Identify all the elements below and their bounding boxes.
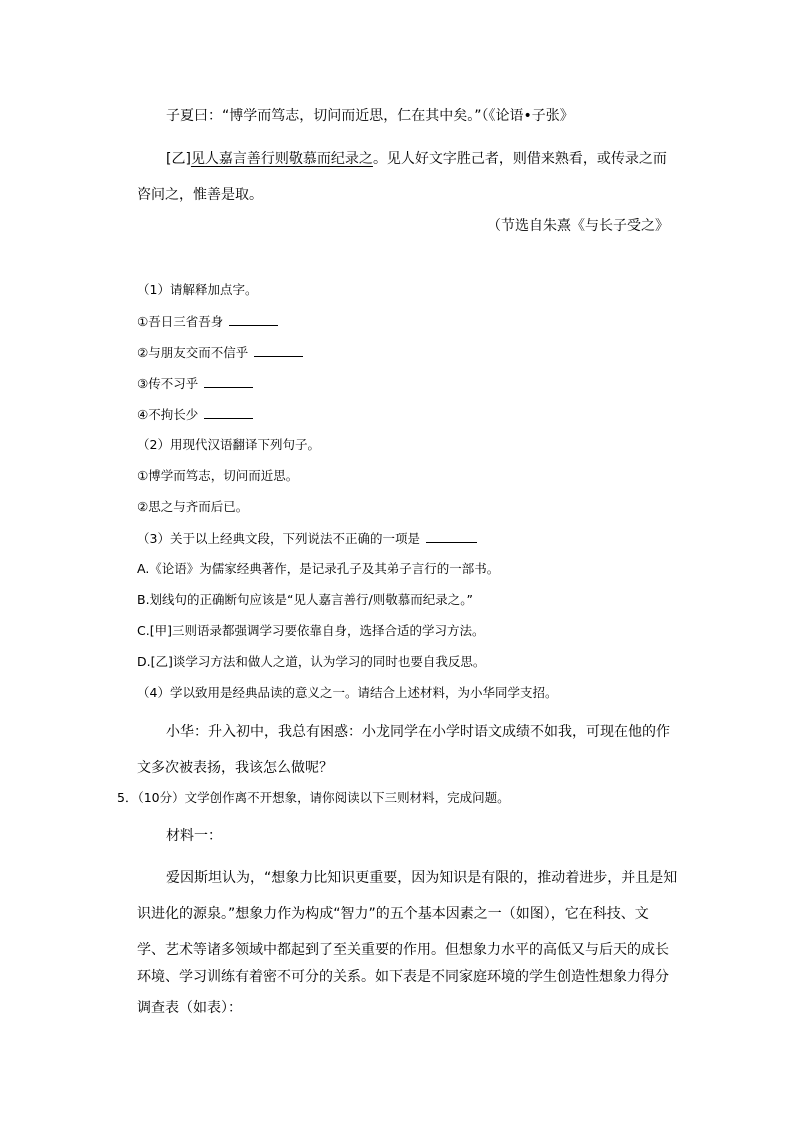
q1-item-2-text: ②与朋友交而不信乎 — [137, 345, 249, 360]
q3-option-a: A.《论语》为儒家经典著作，是记录孔子及其弟子言行的一部书。 — [137, 561, 500, 576]
answer-blank[interactable] — [229, 311, 278, 326]
q1-item-3-text: ③传不习乎 — [137, 376, 199, 391]
question-1-prompt: （1）请解释加点字。 — [137, 282, 258, 297]
underlined-sentence: 见人嘉言善行则敬慕而纪录之 — [190, 151, 373, 167]
zixia-quote: 子夏曰：“博学而笃志，切问而近思，仁在其中矣。”（《论语•子张》 — [166, 108, 574, 124]
q1-item-1-text: ①吾日三省吾身 — [137, 314, 224, 329]
q1-item-3 — [137, 373, 253, 394]
answer-blank[interactable] — [204, 373, 253, 388]
answer-blank[interactable] — [254, 342, 303, 357]
question-4-prompt: （4）学以致用是经典品读的意义之一。请结合上述材料，为小华同学支招。 — [137, 685, 558, 700]
material-1-para-line-2: 识进化的源泉。”想象力作为构成“智力”的五个基本因素之一（如图），它在科技、文 — [137, 906, 649, 922]
xiaohua-line-1: 小华：升入初中，我总有困惑：小龙同学在小学时语文成绩不如我，可现在他的作 — [166, 724, 670, 740]
q1-item-4-text: ④不拘长少 — [137, 407, 199, 422]
yi-marker: [乙] — [166, 151, 191, 167]
yi-paragraph-line1 — [166, 149, 667, 169]
q1-item-4 — [137, 404, 253, 425]
answer-blank[interactable] — [426, 528, 477, 543]
material-1-para-line-1: 爱因斯坦认为，“想象力比知识更重要，因为知识是有限的，推动着进步，并且是知 — [166, 870, 678, 886]
answer-blank[interactable] — [204, 404, 253, 419]
question-3-prompt — [137, 528, 477, 549]
q1-item-2 — [137, 342, 303, 363]
q2-item-1: ①博学而笃志，切问而近思。 — [137, 468, 299, 483]
q3-option-b: B.划线句的正确断句应该是“见人嘉言善行/则敬慕而纪录之。” — [137, 592, 473, 607]
question-2-prompt: （2）用现代汉语翻译下列句子。 — [137, 437, 320, 452]
xiaohua-line-2: 文多次被表扬，我该怎么做呢？ — [137, 760, 333, 776]
question-5-header: 5．（10分）文学创作离不开想象，请你阅读以下三则材料，完成问题。 — [117, 790, 510, 805]
q3-option-c: C.[甲]三则语录都强调学习要依靠自身，选择合适的学习方法。 — [137, 623, 485, 638]
q3-prompt-text: （3）关于以上经典文段，下列说法不正确的一项是 — [137, 531, 420, 546]
q3-option-d: D.[乙]谈学习方法和做人之道，认为学习的同时也要自我反思。 — [137, 654, 486, 669]
source-citation: （节选自朱熹《与长子受之》 — [487, 218, 669, 234]
material-1-label: 材料一： — [166, 828, 222, 844]
q2-item-2: ②思之与齐而后已。 — [137, 499, 249, 514]
material-1-para-line-5: 调查表（如表）： — [137, 1000, 242, 1016]
yi-rest: 。见人好文字胜己者，则借来熟看，或传录之而 — [372, 151, 667, 167]
material-1-para-line-4: 环境、学习训练有着密不可分的关系。如下表是不同家庭环境的学生创造性想象力得分 — [137, 969, 669, 985]
q1-item-1 — [137, 311, 278, 332]
yi-paragraph-line2: 咨问之，惟善是取。 — [137, 187, 263, 203]
material-1-para-line-3: 学、艺术等诸多领域中都起到了至关重要的作用。但想象力水平的高低又与后天的成长 — [137, 942, 669, 958]
